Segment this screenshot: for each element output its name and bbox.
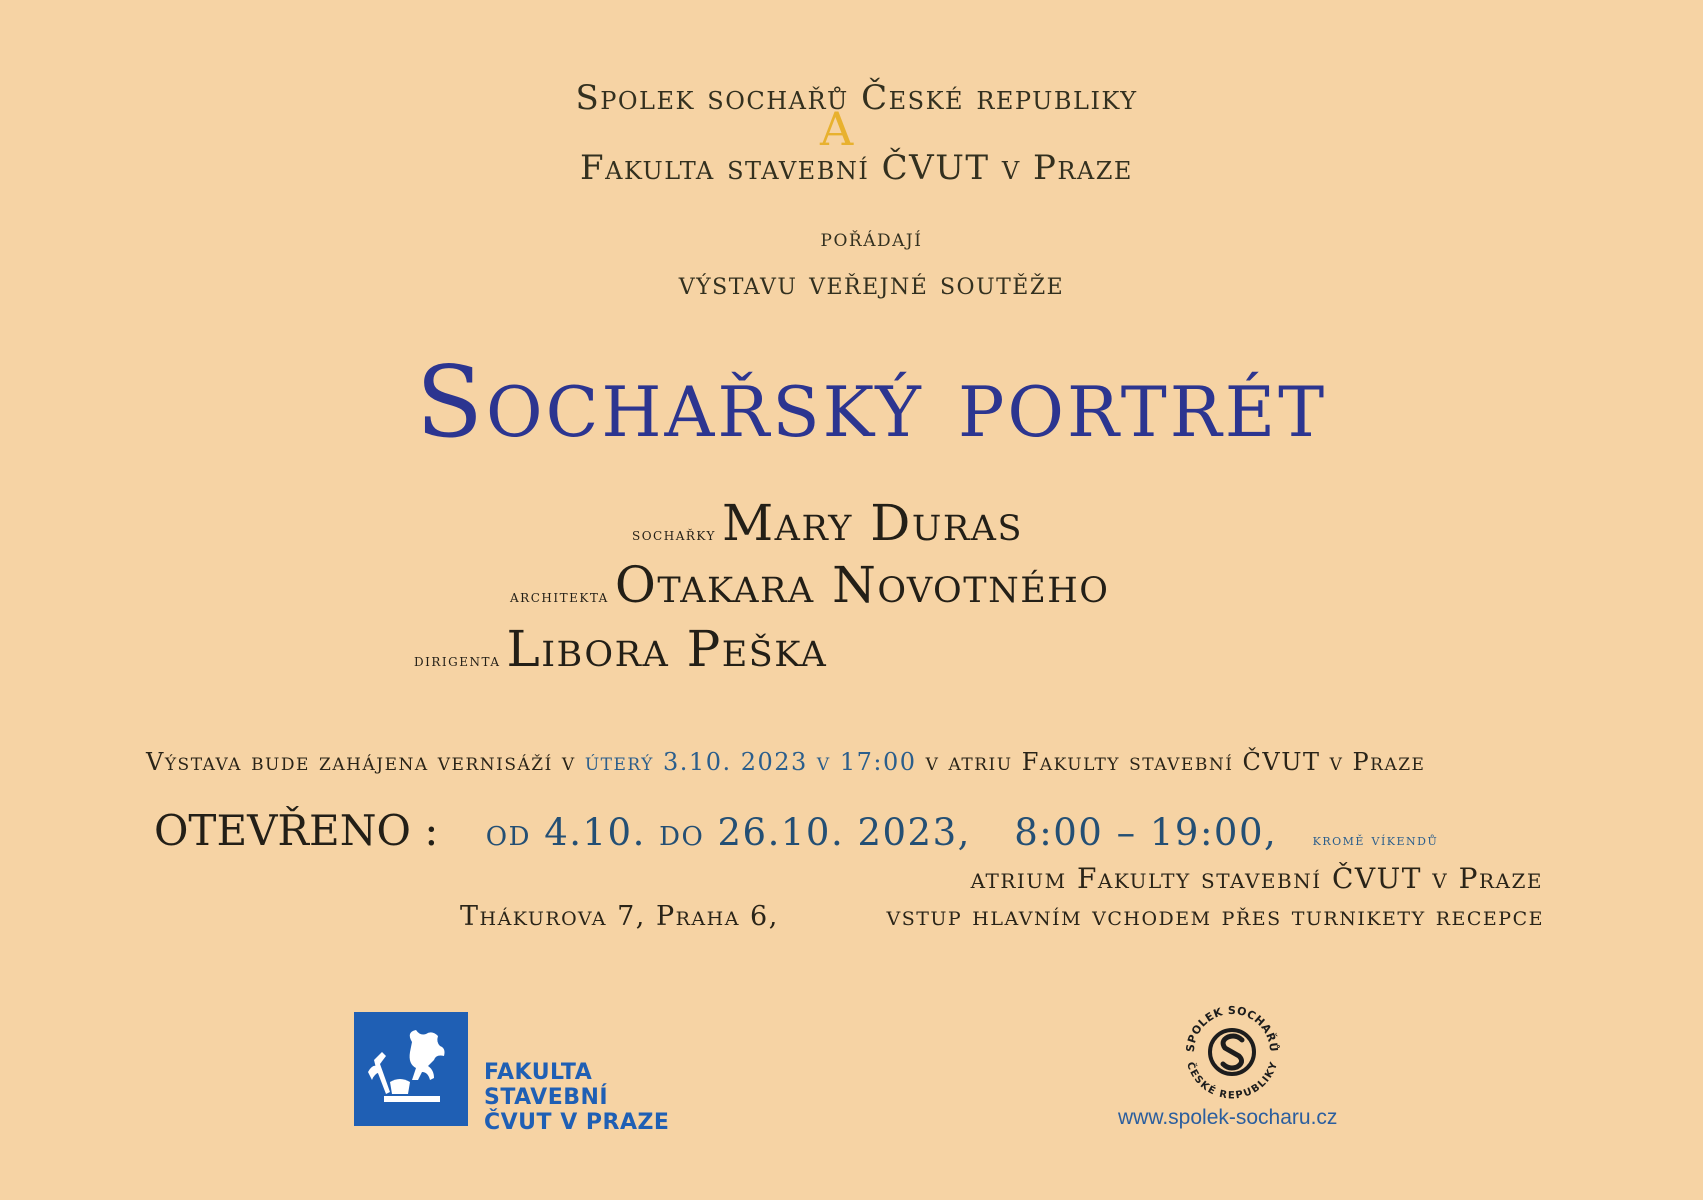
s-letter-icon — [1223, 1036, 1242, 1068]
fsv-logo-text — [484, 1060, 669, 1135]
website-link[interactable]: www.spolek-socharu.cz — [1118, 1106, 1338, 1129]
subject-name: Mary Duras — [721, 494, 1023, 552]
ring-bottom-text: ČESKÉ REPUBLIKY — [1184, 1060, 1280, 1102]
fsv-line-2: STAVEBNÍ — [484, 1085, 609, 1110]
opening-exception: kromě víkendů — [1312, 830, 1439, 849]
vernisage-prefix: Výstava bude zahájena vernisáží v — [146, 748, 576, 776]
location-atrium: atrium Fakulty stavební ČVUT v Praze — [970, 862, 1543, 895]
fsv-line-3: ČVUT V PRAZE — [484, 1110, 670, 1135]
opening-hours: 8:00 – 19:00, — [1014, 811, 1278, 854]
conjunction-a: A — [820, 102, 854, 156]
opening-label: OTEVŘENO : — [154, 806, 439, 855]
subject-2 — [510, 556, 1110, 614]
vernisage-suffix: v atriu Fakulty stavební ČVUT v Praze — [925, 748, 1426, 776]
subject-name: Libora Peška — [506, 620, 828, 678]
opening-dates: od 4.10. do 26.10. 2023, — [485, 811, 971, 854]
exhibition-title: Sochařský portrét — [415, 346, 1328, 460]
ring-top-text: SPOLEK SOCHAŘŮ — [1183, 1003, 1281, 1053]
opening-hours-line — [154, 806, 1438, 855]
fsv-line-1: FAKULTA — [484, 1060, 593, 1085]
subject-role: architekta — [510, 587, 609, 607]
event-type: výstavu veřejné soutěže — [678, 264, 1065, 302]
subject-role: dirigenta — [414, 651, 501, 671]
subject-3 — [414, 620, 827, 678]
organizer-line-1: Spolek sochařů České republiky — [575, 78, 1138, 118]
spolek-socharu-logo — [1180, 1000, 1284, 1104]
organizer-verb: pořádají — [820, 224, 923, 252]
location-address: Thákurova 7, Praha 6, — [460, 901, 779, 932]
fsv-lion-logo-icon — [354, 1012, 468, 1126]
subject-role: sochařky — [632, 525, 716, 545]
subject-1 — [632, 494, 1023, 552]
vernisage-datetime: úterý 3.10. 2023 v 17:00 — [584, 748, 917, 776]
vernisage-line — [146, 748, 1425, 776]
location-entry: vstup hlavním vchodem přes turnikety recepce — [886, 901, 1544, 932]
organizer-line-2: Fakulta stavební ČVUT v Praze — [580, 148, 1133, 188]
subject-name: Otakara Novotného — [614, 556, 1110, 614]
